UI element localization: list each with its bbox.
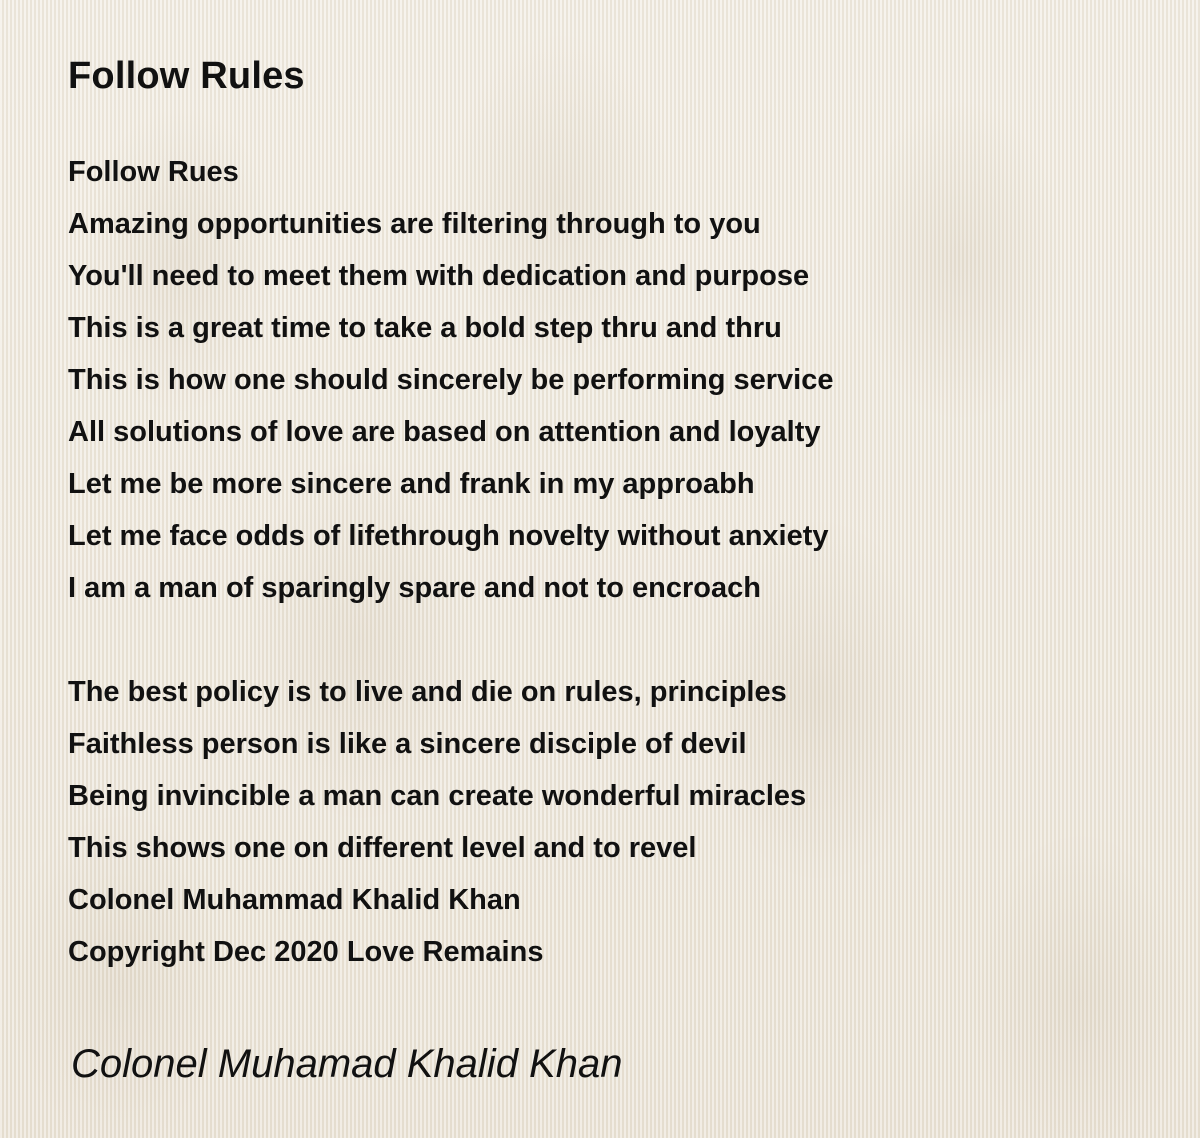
poem-line: The best policy is to live and die on rules, principles [68,676,787,708]
poem-line: Amazing opportunities are filtering through to you [68,208,761,240]
poem-line: This shows one on different level and to revel [68,832,697,864]
poem-page [68,50,1168,978]
poem-line: Let me be more sincere and frank in my approabh [68,468,755,500]
poem-line: This is a great time to take a bold step thru and thru [68,312,782,344]
poem-line: Let me face odds of lifethrough novelty without anxiety [68,520,829,552]
poem-line: You'll need to meet them with dedication and purpose [68,260,810,292]
poem-line: Colonel Muhammad Khalid Khan [68,884,521,916]
poem-title: Follow Rules [68,55,305,97]
poem-line: Copyright Dec 2020 Love Remains [68,936,544,968]
poem-body [68,146,1168,978]
poem-line: This is how one should sincerely be performing service [68,364,834,396]
poem-line: Follow Rues [68,156,239,188]
poem-line: Being invincible a man can create wonderful miracles [68,780,807,812]
poem-line: Faithless person is like a sincere disciple of devil [68,728,747,760]
stanza-2 [68,666,1168,978]
stanza-1 [68,146,1168,614]
poem-line: All solutions of love are based on attention and loyalty [68,416,821,448]
poem-author: Colonel Muhamad Khalid Khan [71,1042,623,1086]
poem-line: I am a man of sparingly spare and not to encroach [68,572,761,604]
